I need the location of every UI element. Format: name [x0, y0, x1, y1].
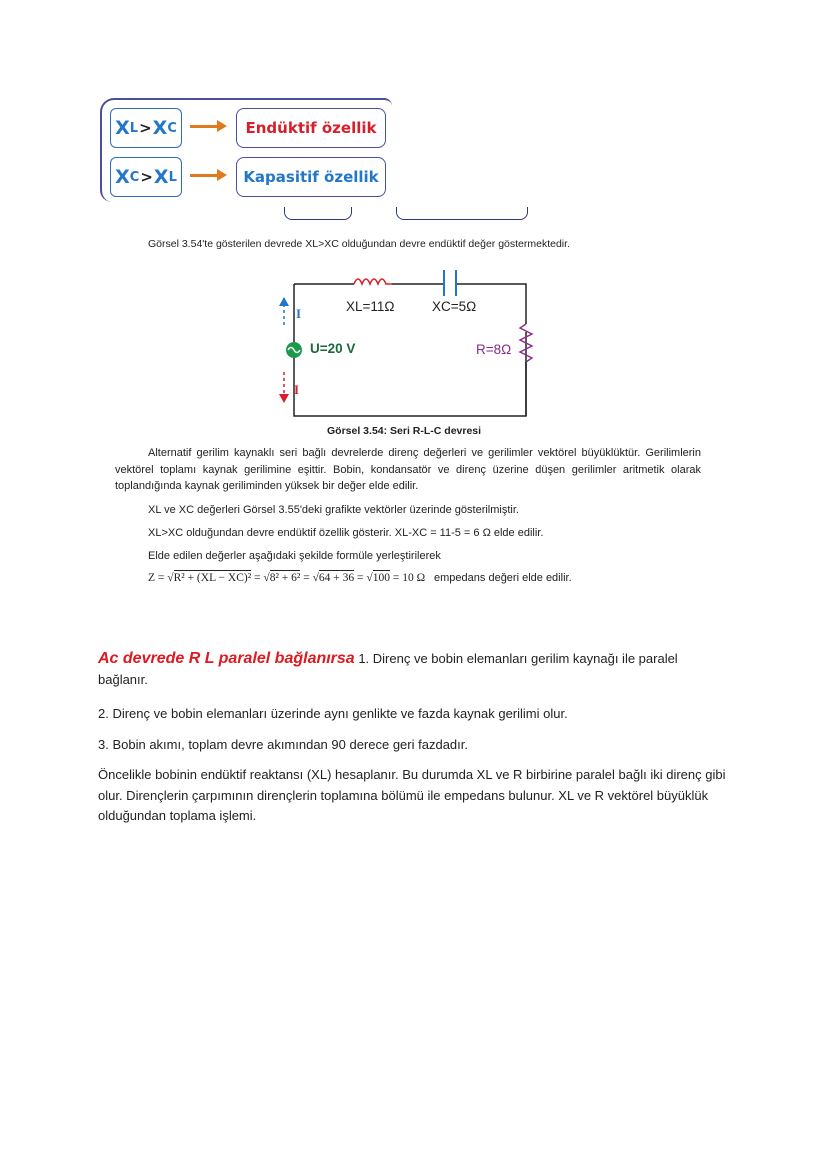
- section-heading: Ac devrede R L paralel bağlanırsa: [98, 650, 355, 667]
- paragraph-series-circuit: Alternatif gerilim kaynaklı seri bağlı devrelerde direnç değerleri ve gerilimler vektörel büyüklüktür. Gerilimlerin vektörel toplamı kaynak gerilimine eşittir. Bobin, kondansatör ve direnç üzerine düşen gerilimler aritmetik olarak toplandığında kaynak geriliminden yüksek bir değer elde edilir.: [115, 447, 701, 492]
- section-rl-parallel: Ac devrede R L paralel bağlanırsa 1. Direnç ve bobin elemanları gerilim kaynağı ile paralel bağlanır.: [98, 650, 678, 687]
- line-formula-intro: Elde edilen değerler aşağıdaki şekilde formüle yerleştirilerek: [148, 550, 441, 562]
- arrow-down-icon: [279, 394, 289, 403]
- paragraph-reactance: Öncelikle bobinin endüktif reaktansı (XL) hesaplanır. Bu durumda XL ve R birbirine paralel bağlı iki direnç gibi olur. Dirençlerin çarpımının dirençlerin toplamına bölümü ile empedans bulunur. XL ve R vektörel büyüklük olduğundan toplama işlemi.: [98, 767, 726, 823]
- arrow-right-icon: [190, 174, 224, 177]
- figure-caption: Görsel 3.54: Seri R-L-C devresi: [327, 425, 482, 437]
- line-difference: XL>XC olduğundan devre endüktif özellik gösterir. XL-XC = 11-5 = 6 Ω elde edilir.: [148, 527, 544, 539]
- item-3: 3. Bobin akımı, toplam devre akımından 90 derece geri fazdadır.: [98, 737, 468, 752]
- intro-sentence: Görsel 3.54'te gösterilen devrede XL>XC olduğundan devre endüktif değer göstermektedir.: [148, 238, 570, 250]
- xl-label: XL=11Ω: [346, 299, 395, 314]
- current-down-label: I: [294, 382, 300, 397]
- arrow-up-icon: [279, 297, 289, 306]
- condition-xl-gt-xc: X L > X C: [110, 108, 182, 148]
- current-up-label: I: [296, 306, 302, 321]
- voltage-label: U=20 V: [310, 341, 356, 356]
- item-2: 2. Direnç ve bobin elemanları üzerinde aynı genlikte ve fazda kaynak gerilimi olur.: [98, 706, 568, 721]
- xc-label: XC=5Ω: [432, 299, 477, 314]
- cropped-bracket-left: [284, 207, 352, 220]
- resistance-label: R=8Ω: [476, 342, 512, 357]
- arrow-right-icon: [190, 125, 224, 128]
- impedance-formula: Z = √R² + (XL − XC)² = √8² + 6² = √64 + 36 = √100 = 10 Ω empedans değeri elde edilir.: [148, 572, 572, 584]
- condition-xc-gt-xl: X C > X L: [110, 157, 182, 197]
- inductor-coil: [354, 279, 392, 284]
- line-xl-xc-vectors: XL ve XC değerleri Görsel 3.55'deki grafikte vektörler üzerinde gösterilmiştir.: [148, 504, 519, 516]
- capacitive-property-box: Kapasitif özellik: [236, 157, 386, 197]
- cropped-bracket-right: [396, 207, 528, 220]
- inductive-property-box: Endüktif özellik: [236, 108, 386, 148]
